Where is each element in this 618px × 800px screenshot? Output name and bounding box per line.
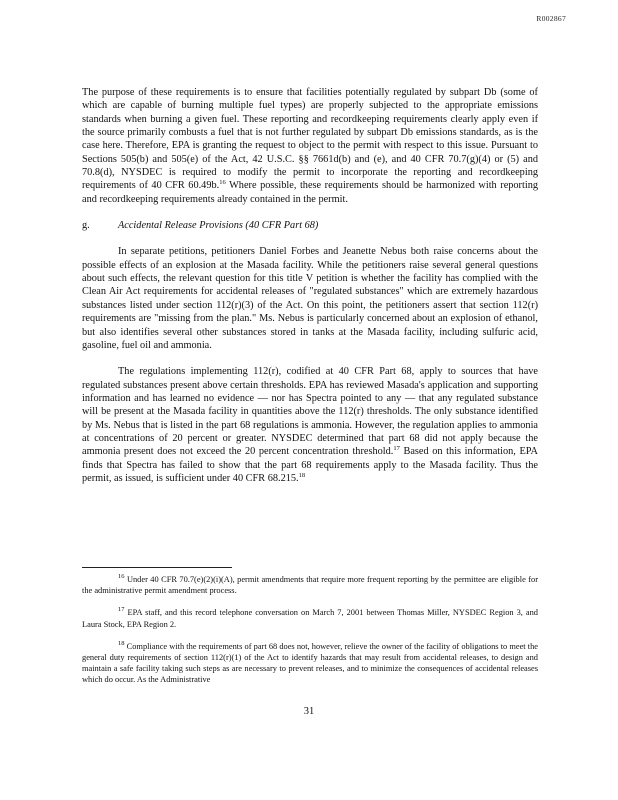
section-title: Accidental Release Provisions (40 CFR Part 68) — [118, 220, 319, 232]
section-heading — [82, 219, 538, 232]
footnote-ref: 16 — [219, 179, 226, 187]
footnote: $^{18}$ Compliance with the requirements of part 68 does not, however, relieve the owner of the facility of obligations to meet the general duty requirements of section 112(r)(1) of the Act to identify hazards that may result from accidental releases, to design and maintain a safe facility taking such steps as are necessary to prevent releases, and to minimize the consequences of accidental releases which do occur. As the Administrative — [82, 639, 539, 685]
section-paragraph-2: The regulations implementing 112(r), codified at 40 CFR Part 68, apply to sources that have regulated substances present above certain thresholds. EPA has reviewed Masada's application and supporting information and has learned no evidence — nor has Spectra pointed to any — that any regulated substance will be present at the Masada facility in quantities above the 112(r) thresholds. The only substance identified by Ms. Nebus that is listed in the part 68 regulations is ammonia. However, the regulation applies to ammonia at concentrations of 20 percent or greater. NYSDEC determined that part 68 did not apply because the ammonia present does not exceed the 20 percent concentration threshold.$^{17}$ Based on this information, EPA finds that Spectra has failed to show that the part 68 requirements apply to the Masada facility. Thus the permit, as issued, is sufficient under 40 CFR 68.215.18 — [82, 366, 538, 484]
footnotes — [82, 574, 538, 697]
page-number: 31 — [303, 706, 315, 717]
footnote-ref: 18 — [298, 471, 306, 479]
footnote-divider — [82, 567, 232, 568]
section-paragraph-1: In separate petitions, petitioners Daniel Forbes and Jeanette Nebus both raise concerns about the possible effects of an explosion at the Masada facility. While the petitioners raise several general questions about such effects, the relevant question for this title V petition is whether the facility has complied with the Clean Air Act requirements for accidental releases of "regulated substances" which are extremely hazardous substances listed under section 112(r)(3) of the Act. On this point, the petitioners assert that section 112(r) requirements are "missing from the plan." Ms. Nebus is particularly concerned about an explosion of ethanol, but also identifies several other substances stored in tanks at the Masada facility, including sulfuric acid, gasoline, fuel oil and ammonia. — [82, 246, 538, 351]
intro-paragraph: The purpose of these requirements is to ensure that facilities potentially regulated by subpart Db (some of which are capable of burning multiple fuel types) are properly subjected to the appropriate emissions standards when burning a given fuel. These reporting and recordkeeping requirements clearly apply even if the source primarily combusts a fuel that is not further regulated by subpart Db emissions standards, as is the case here. Therefore, EPA is granting the request to object to the permit with respect to this issue. Pursuant to Sections 505(b) and 505(e) of the Act, 42 U.S.C. §§ 7661d(b) and (e), and 40 CFR 70.7(g)(4) or (5) and 70.8(d), NYSDEC is required to modify the permit to incorporate the reporting and recordkeeping requirements of 40 CFR 60.49b.$^{16}$ Where possible, these requirements should be harmonized with reporting and recordkeeping requirements already contained in the permit. — [82, 87, 539, 205]
footnote: $^{16}$ Under 40 CFR 70.7(e)(2)(i)(A), permit amendments that require more frequent reporting by the permittee are eligible for the administrative permit amendment process. — [82, 573, 538, 596]
document-id: R002867 — [536, 14, 566, 23]
body-text — [82, 86, 538, 485]
section-label: g. — [82, 220, 90, 232]
footnote: $^{17}$ EPA staff, and this record telephone conversation on March 7, 2001 between Thomas Miller, NYSDEC Region 3, and Laura Stock, EPA Region 2. — [82, 606, 538, 629]
footnote-ref: 17 — [393, 445, 400, 453]
